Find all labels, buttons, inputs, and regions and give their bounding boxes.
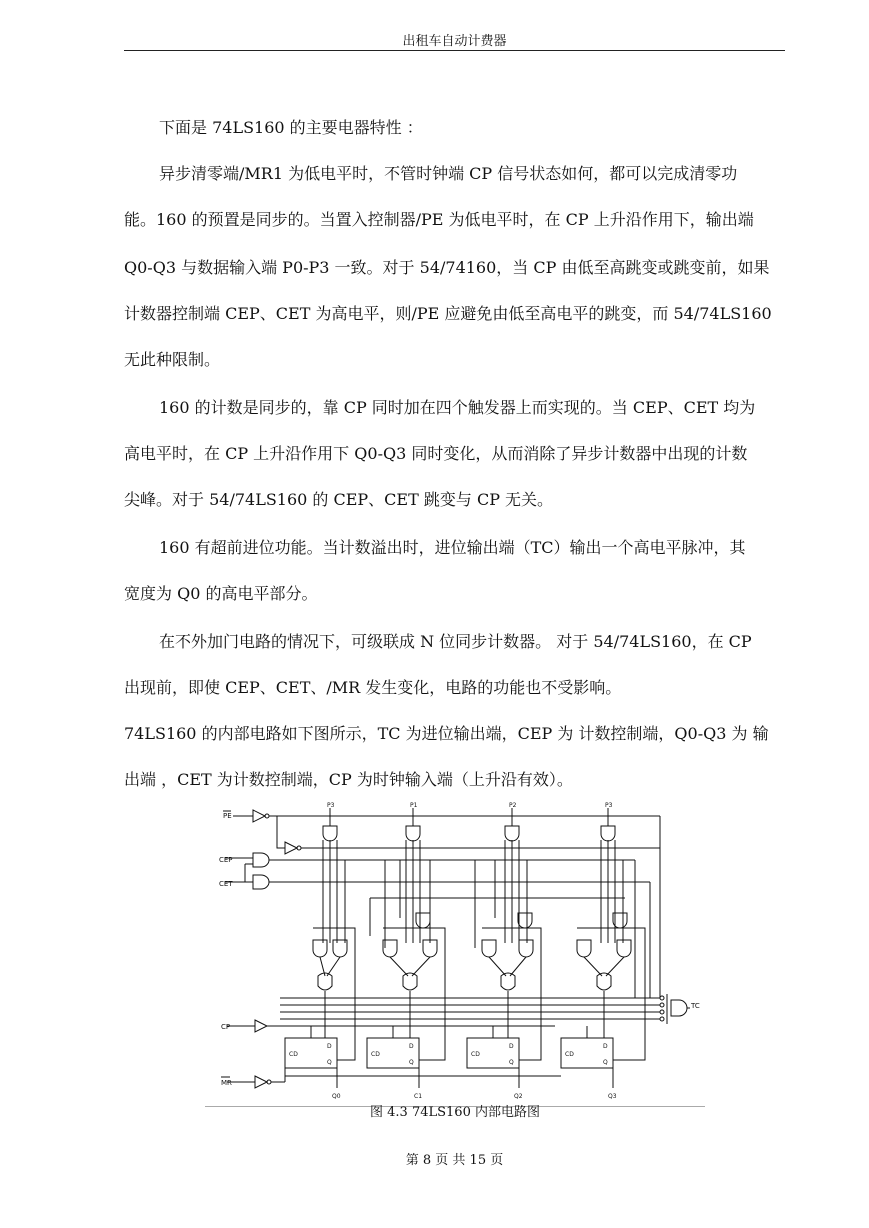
paragraph-line: 160 有超前进位功能。当计数溢出时，进位输出端（TC）输出一个高电平脉冲，其 xyxy=(159,538,746,557)
pe-buffer xyxy=(233,810,265,822)
ff-d-label: D xyxy=(409,1043,414,1050)
paragraph-line: 能。160 的预置是同步的。当置入控制器/PE 为低电平时，在 CP 上升沿作用下，输出端 xyxy=(124,210,754,229)
tc-and-gate xyxy=(280,994,690,1024)
pe-buffer-2 xyxy=(269,816,297,854)
ff-d-label: D xyxy=(603,1043,608,1050)
ff-q-label: Q xyxy=(327,1059,332,1066)
paragraph-line: 出现前，即使 CEP、CET、/MR 发生变化，电路的功能也不受影响。 xyxy=(124,678,622,697)
label-q-output: C1 xyxy=(414,1093,423,1100)
paragraph-line: 在不外加门电路的情况下，可级联成 N 位同步计数器。 对于 54/74LS160，在 CP xyxy=(159,632,752,651)
paragraph-line: 尖峰。对于 54/74LS160 的 CEP、CET 跳变与 CP 无关。 xyxy=(124,490,554,509)
ff-cd-label: CD xyxy=(289,1051,298,1058)
page-footer: 第 8 页 共 15 页 xyxy=(405,1153,504,1168)
cp-buffer xyxy=(227,1020,267,1032)
input-and-gates xyxy=(323,808,615,841)
mr-buffer xyxy=(227,1076,267,1088)
label-cep: CEP xyxy=(219,856,233,864)
label-cet: CET xyxy=(219,880,233,888)
label-p-input: P3 xyxy=(327,802,335,809)
figure-caption: 图 4.3 74LS160 内部电路图 xyxy=(370,1105,540,1120)
paragraph-line: 异步清零端/MR1 为低电平时，不管时钟端 CP 信号状态如何，都可以完成清零功 xyxy=(159,164,738,183)
ff-d-label: D xyxy=(509,1043,514,1050)
logic-gate-pairs xyxy=(313,940,631,1038)
paragraph-line: 160 的计数是同步的，靠 CP 同时加在四个触发器上而实现的。当 CEP、CET 均为 xyxy=(159,398,756,417)
ff-q-label: Q xyxy=(509,1059,514,1066)
middle-and-gates xyxy=(370,898,627,936)
header-rule xyxy=(124,50,785,51)
cep-and-gate xyxy=(253,853,269,867)
label-q-output: Q2 xyxy=(514,1093,523,1100)
paragraph-line: 高电平时，在 CP 上升沿作用下 Q0-Q3 同时变化，从而消除了异步计数器中出现的计数 xyxy=(124,444,748,463)
cet-and-gate xyxy=(253,875,269,889)
label-q-output: Q0 xyxy=(332,1093,341,1100)
paragraph-line: 74LS160 的内部电路如下图所示，TC 为进位输出端，CEP 为 计数控制端，Q0-Q3 为 输 xyxy=(124,724,769,743)
paragraph-line: 无此种限制。 xyxy=(124,350,221,369)
label-tc: TC xyxy=(691,1002,700,1010)
circuit-diagram xyxy=(205,798,705,1108)
label-q-output: Q3 xyxy=(608,1093,617,1100)
page-header: 出租车自动计费器 xyxy=(402,34,507,49)
label-pe: PE xyxy=(223,812,232,820)
label-p-input: P3 xyxy=(605,802,613,809)
paragraph-intro: 下面是 74LS160 的主要电器特性 ： xyxy=(159,118,423,137)
paragraph-line: 出端 ，CET 为计数控制端，CP 为时钟输入端（上升沿有效）。 xyxy=(124,770,573,789)
paragraph-line: Q0-Q3 与数据输入端 P0-P3 一致。对于 54/74160，当 CP 由低至高跳变或跳变前，如果 xyxy=(124,258,770,277)
ff-cd-label: CD xyxy=(565,1051,574,1058)
ff-q-label: Q xyxy=(409,1059,414,1066)
paragraph-line: 宽度为 Q0 的高电平部分。 xyxy=(124,584,318,603)
label-cp: CP xyxy=(221,1023,231,1031)
ff-cd-label: CD xyxy=(371,1051,380,1058)
ff-d-label: D xyxy=(327,1043,332,1050)
label-mr: MR xyxy=(221,1079,232,1087)
ff-cd-label: CD xyxy=(471,1051,480,1058)
label-p-input: P2 xyxy=(509,802,517,809)
paragraph-line: 计数器控制端 CEP、CET 为高电平，则/PE 应避免由低至高电平的跳变，而 54/74LS160 xyxy=(124,304,772,323)
label-p-input: P1 xyxy=(410,802,418,809)
ff-q-label: Q xyxy=(603,1059,608,1066)
